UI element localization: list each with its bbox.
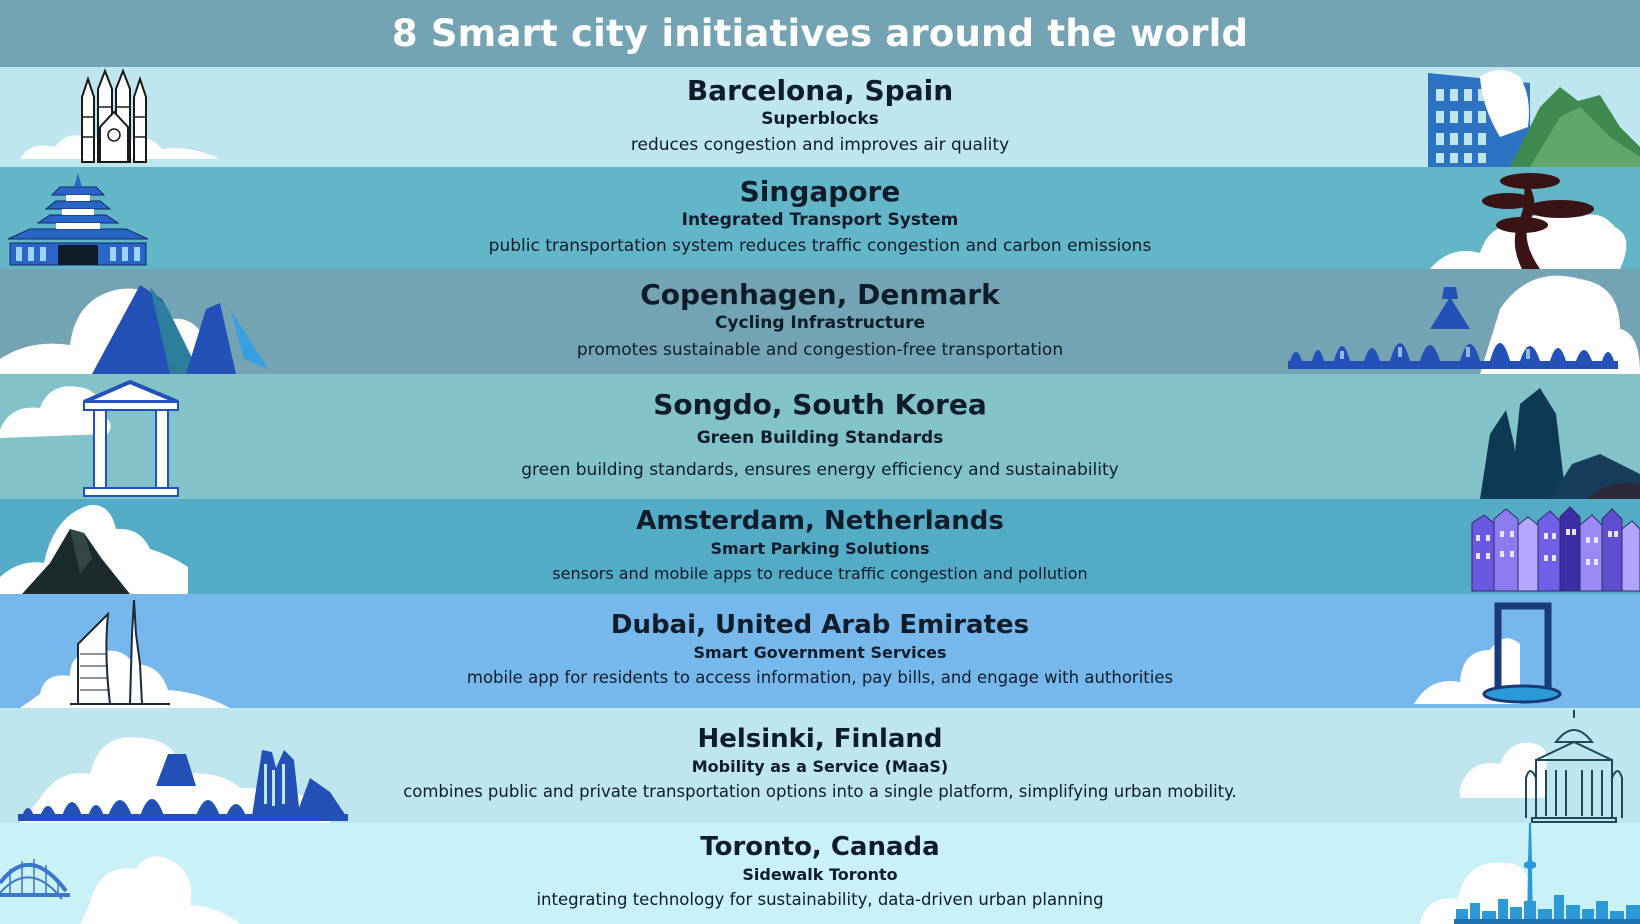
initiative-name: Cycling Infrastructure xyxy=(714,313,926,334)
row-toronto xyxy=(0,823,1640,924)
row-text xyxy=(330,67,1310,167)
initiative-name: Mobility as a Service (MaaS) xyxy=(691,757,949,777)
row-amsterdam xyxy=(0,499,1640,594)
row-text xyxy=(330,374,1310,499)
pagoda-temple-icon xyxy=(0,167,230,269)
bonsai-tree-icon xyxy=(1410,167,1640,269)
row-singapore xyxy=(0,167,1640,269)
arch-bridge-icon xyxy=(0,823,240,924)
initiative-description: promotes sustainable and congestion-free transportation xyxy=(576,339,1064,360)
temple-domes-skyline-icon xyxy=(0,708,360,823)
initiative-description: mobile app for residents to access information, pay bills, and engage with authorities xyxy=(466,667,1174,687)
header-bar xyxy=(0,0,1640,67)
cn-tower-skyline-icon xyxy=(1400,823,1640,924)
sagrada-familia-icon xyxy=(0,67,230,167)
burj-al-arab-skyline-icon xyxy=(0,594,240,708)
stadium-mountain-icon xyxy=(1410,67,1640,167)
row-songdo xyxy=(0,374,1640,499)
row-text xyxy=(330,269,1310,374)
karst-rocks-icon xyxy=(1410,374,1640,499)
city-name: Helsinki, Finland xyxy=(697,724,943,755)
row-text xyxy=(330,499,1310,594)
initiative-description: sensors and mobile apps to reduce traffic congestion and pollution xyxy=(552,563,1088,583)
canal-houses-icon xyxy=(1410,499,1640,594)
city-name: Dubai, United Arab Emirates xyxy=(610,609,1030,640)
city-name: Barcelona, Spain xyxy=(686,73,954,107)
row-copenhagen xyxy=(0,269,1640,374)
initiative-name: Integrated Transport System xyxy=(681,209,959,230)
row-dubai xyxy=(0,594,1640,708)
initiative-name: Sidewalk Toronto xyxy=(742,865,898,885)
city-name: Toronto, Canada xyxy=(700,832,940,863)
row-helsinki xyxy=(0,708,1640,823)
page-title: 8 Smart city initiatives around the world xyxy=(391,12,1249,55)
initiative-description: integrating technology for sustainability, data-driven urban planning xyxy=(536,890,1104,910)
dubai-frame-icon xyxy=(1400,594,1640,708)
city-name: Singapore xyxy=(739,174,901,208)
initiative-description: combines public and private transportation options into a single platform, simplifying urban mobility. xyxy=(403,782,1237,802)
initiative-name: Smart Government Services xyxy=(693,642,947,662)
initiative-name: Smart Parking Solutions xyxy=(710,538,930,558)
borobudur-temple-icon xyxy=(1280,269,1640,374)
row-text xyxy=(330,823,1310,924)
row-text xyxy=(330,167,1310,269)
initiative-name: Green Building Standards xyxy=(696,428,944,449)
row-text xyxy=(330,594,1310,708)
city-name: Amsterdam, Netherlands xyxy=(636,505,1004,536)
initiative-name: Superblocks xyxy=(761,108,879,129)
city-name: Copenhagen, Denmark xyxy=(640,278,1000,312)
city-name: Songdo, South Korea xyxy=(653,387,987,421)
greek-temple-icon xyxy=(0,374,230,499)
mountain-peaks-icon xyxy=(0,269,280,374)
row-barcelona xyxy=(0,67,1640,167)
initiative-description: public transportation system reduces traffic congestion and carbon emissions xyxy=(488,236,1152,257)
volcano-peak-icon xyxy=(0,499,230,594)
row-text xyxy=(330,708,1310,823)
initiative-description: green building standards, ensures energy efficiency and sustainability xyxy=(521,459,1119,480)
helsinki-cathedral-icon xyxy=(1400,708,1640,823)
initiative-description: reduces congestion and improves air quality xyxy=(630,135,1010,156)
